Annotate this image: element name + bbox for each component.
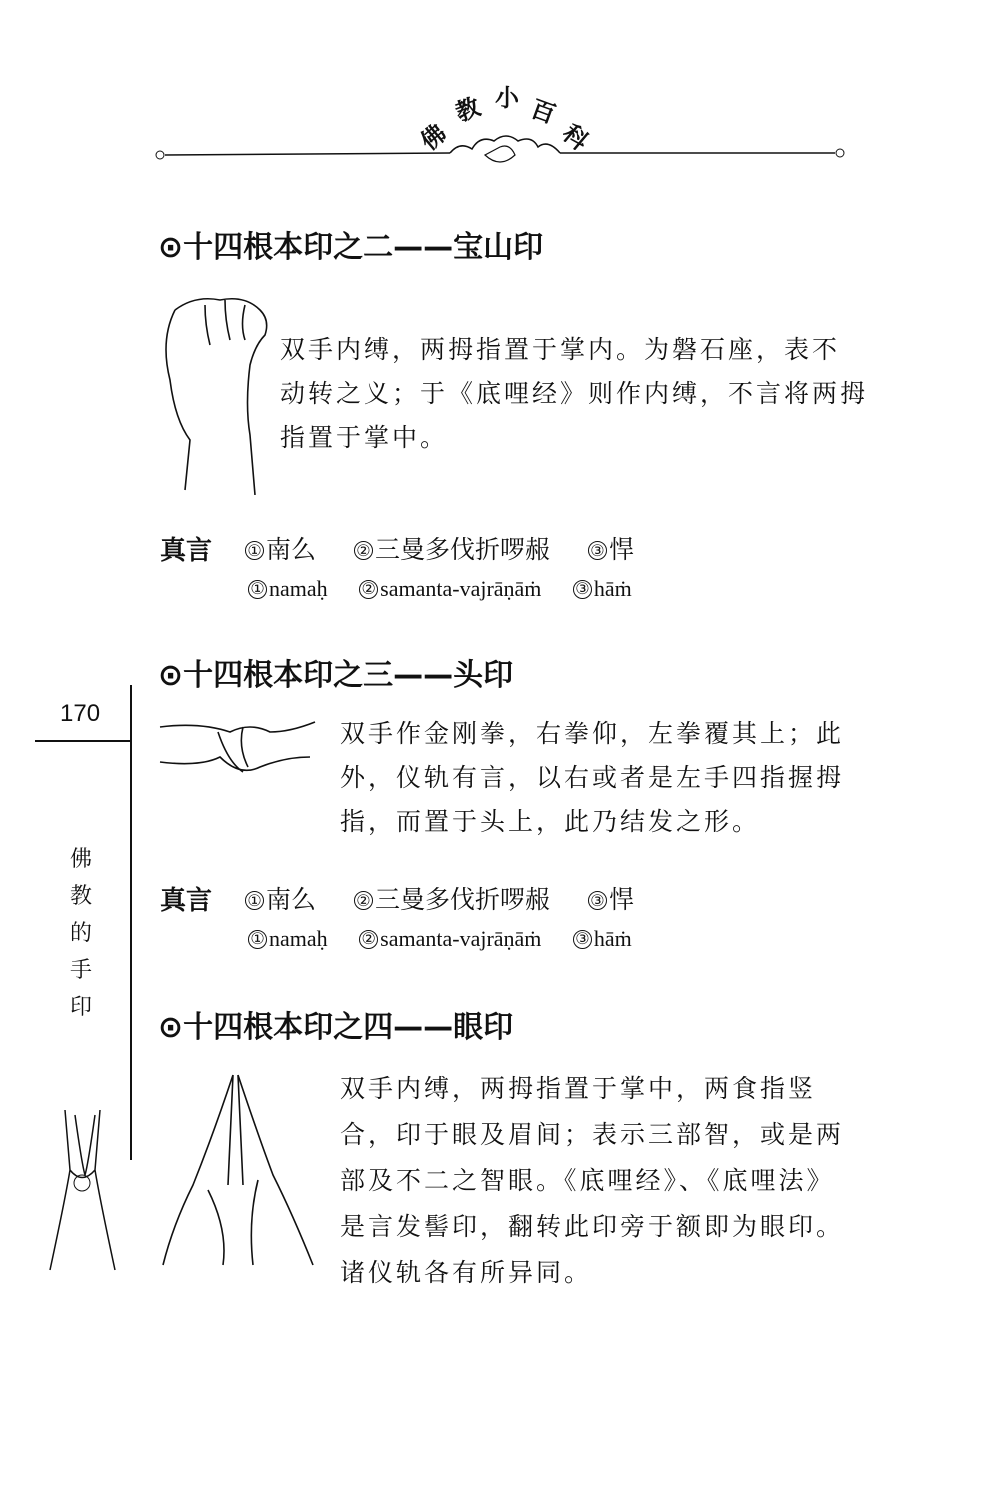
circled-number: ③ <box>573 580 592 599</box>
side-label-char: 的 <box>70 921 93 946</box>
mantra-chinese <box>245 530 634 566</box>
running-title-char: 教 <box>451 92 484 128</box>
text-line: 部及不二之智眼。《底哩经》、《底哩法》 <box>340 1166 835 1195</box>
circled-number: ① <box>245 891 264 910</box>
text-line: 双手内缚，两拇指置于掌中，两食指竖 <box>340 1074 817 1103</box>
circled-number: ① <box>248 930 267 949</box>
side-label-char: 印 <box>70 995 93 1020</box>
section-heading-yan: ⊙十四根本印之四——眼印 <box>158 1010 514 1045</box>
section-text-baoshan <box>280 328 868 460</box>
margin-rule <box>35 740 131 742</box>
margin-vertical-rule <box>130 685 132 1160</box>
mantra-syllable: namaḥ <box>269 576 328 601</box>
running-title-char: 百 <box>527 94 560 130</box>
mantra-syllable: 悍 <box>608 885 634 914</box>
mantra-romanized <box>248 576 632 602</box>
text-line: 双手作金刚拳，右拳仰，左拳覆其上；此 <box>340 719 845 748</box>
mantra-chinese <box>245 880 634 916</box>
text-line: 是言发髻印，翻转此印旁于额即为眼印。 <box>340 1212 845 1241</box>
small-hand-illustration <box>45 1105 120 1275</box>
side-label-char: 教 <box>70 884 93 909</box>
side-label-char: 手 <box>70 958 93 983</box>
mantra-syllable: samanta-vajrāṇāṁ <box>380 926 542 951</box>
circled-number: ② <box>354 541 373 560</box>
mantra-syllable: 南么 <box>266 535 317 564</box>
tou-mudra-illustration <box>158 712 318 782</box>
circled-number: ③ <box>573 930 592 949</box>
mantra-syllable: hāṁ <box>593 576 632 601</box>
running-title-char: 科 <box>557 118 594 156</box>
text-line: 外，仪轨有言，以右或者是左手四指握拇 <box>340 763 845 792</box>
circled-number: ② <box>354 891 373 910</box>
baoshan-mudra-illustration <box>155 290 275 495</box>
section-heading-baoshan: ⊙十四根本印之二——宝山印 <box>158 230 544 265</box>
section-text-yan <box>340 1066 844 1296</box>
circled-number: ② <box>359 580 378 599</box>
section-heading-tou: ⊙十四根本印之三——头印 <box>158 658 514 693</box>
circled-number: ① <box>245 541 264 560</box>
running-title-char: 佛 <box>415 118 452 156</box>
text-line: 指，而置于头上，此乃结发之形。 <box>340 807 761 836</box>
running-title-char: 小 <box>495 84 519 112</box>
mantra-label: 真言 <box>160 536 213 566</box>
mantra-syllable: namaḥ <box>269 926 328 951</box>
mantra-syllable: 悍 <box>608 535 634 564</box>
mantra-syllable: 三曼多伐折啰赧 <box>374 535 550 564</box>
text-line: 动转之义；于《底哩经》则作内缚，不言将两拇 <box>280 379 869 408</box>
header-ornament-rule <box>150 135 850 175</box>
text-line: 双手内缚，两拇指置于掌内。为磐石座，表不 <box>280 335 841 364</box>
text-line: 合，印于眼及眉间；表示三部智，或是两 <box>340 1120 845 1149</box>
section-text-tou <box>340 712 844 844</box>
mantra-syllable: 南么 <box>266 885 317 914</box>
mantra-syllable: 三曼多伐折啰赧 <box>374 885 550 914</box>
text-line: 指置于掌中。 <box>280 423 449 452</box>
circled-number: ③ <box>588 541 607 560</box>
circled-number: ② <box>359 930 378 949</box>
mantra-romanized <box>248 926 632 952</box>
mantra-label: 真言 <box>160 886 213 916</box>
yan-mudra-illustration <box>158 1070 318 1270</box>
circled-number: ③ <box>588 891 607 910</box>
text-line: 诸仪轨各有所异同。 <box>340 1258 593 1287</box>
mantra-syllable: samanta-vajrāṇāṁ <box>380 576 542 601</box>
side-label-char: 佛 <box>70 847 93 872</box>
circled-number: ① <box>248 580 267 599</box>
page-number: 170 <box>60 700 101 727</box>
mantra-syllable: hāṁ <box>593 926 632 951</box>
